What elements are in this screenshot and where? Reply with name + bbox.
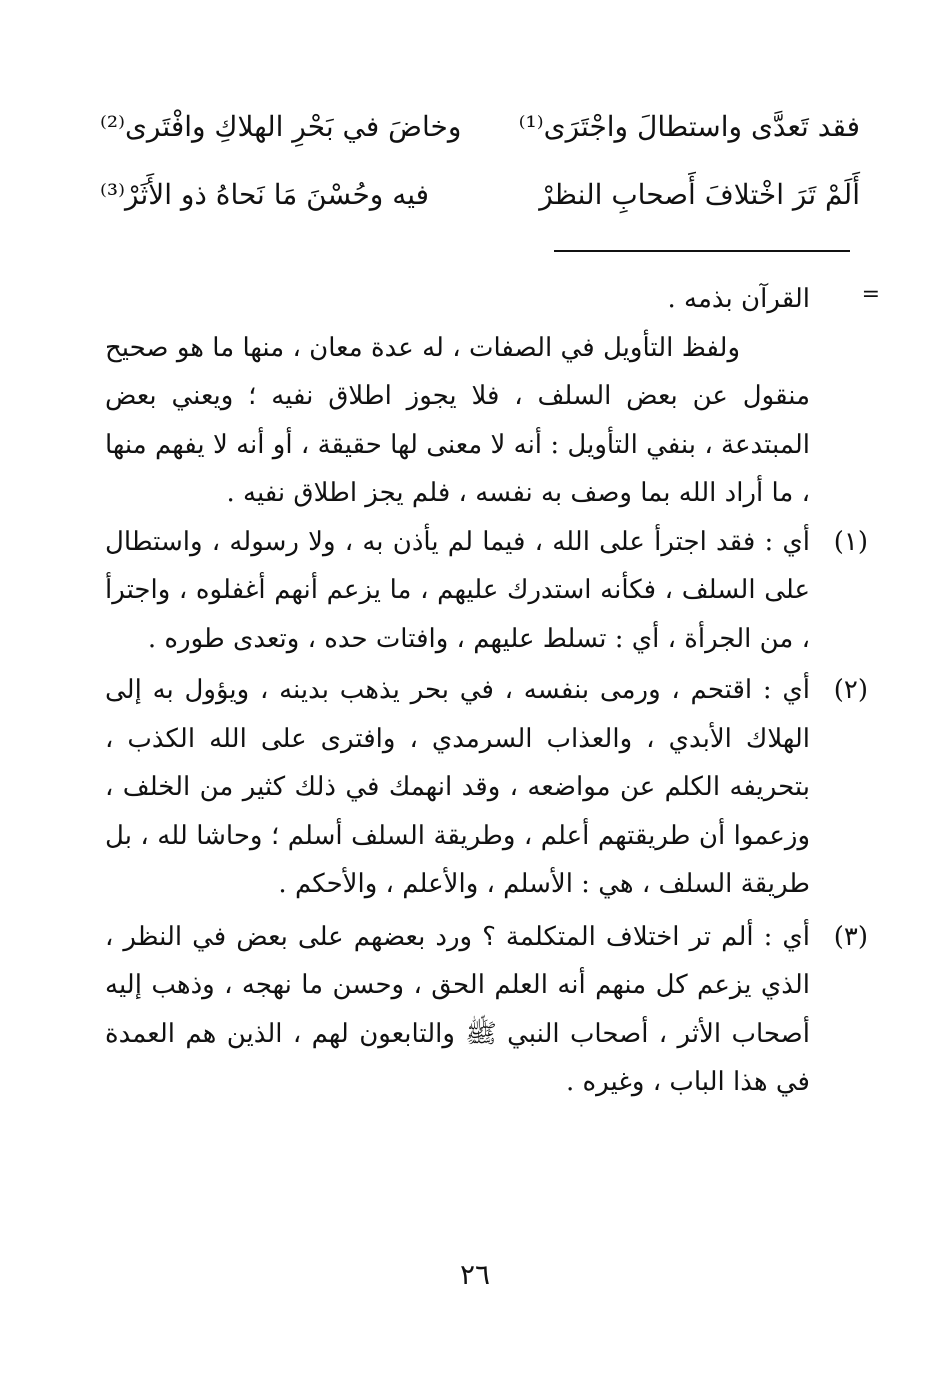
footnote-divider [554,250,850,252]
body-paragraph: ولفظ التأويل في الصفات ، له عدة معان ، منها ما هو صحيح منقول عن بعض السلف ، فلا يجوز اطلاق نفيه ؛ ويعني بعض المبتدعة ، بنفي التأويل : أنه لا معنى لها حقيقة ، أو أنه لا يفهم منها ، ما أراد الله بما وصف به نفسه ، فلم يجز اطلاق نفيه . [105,332,810,508]
footnotes-area [105,275,868,1107]
verse-hemistich-second: وخاضَ في بَحْرِ الهلاكِ وافْتَرى⁽²⁾ [100,109,462,143]
verse-hemistich-second: فيه وحُسْنَ مَا نَحاهُ ذو الأَثَرْ⁽³⁾ [100,177,430,211]
footnote [105,666,868,909]
verse-hemistich-first: أَلَمْ تَرَ اخْتلافَ أَصحابِ النظرْ [539,177,860,211]
verse-line [100,92,860,160]
verse-line [100,160,860,228]
footnote-number: (٢) [833,675,868,705]
footnote [105,913,868,1107]
verse-hemistich-first: فقد تَعدَّى واستطالَ واجْتَرَى⁽¹⁾ [518,109,860,143]
footnote [105,518,868,664]
footnote-number: (٣) [833,921,868,952]
footnote-text: أي : اقتحم ، ورمى بنفسه ، في بحر يذهب بدينه ، ويؤول به إلى الهلاك الأبدي ، والعذاب السرمدي ، وافترى على الله الكذب ، بتحريفه الكلم عن مواضعه ، وقد انهمك في ذلك كثير من الخلف ، وزعموا أن طريقتهم أعلم ، وطريقة السلف أسلم ؛ وحاشا لله ، بل طريقة السلف ، هي : الأسلم ، والأعلم ، والأحكم . [105,675,810,899]
continuation-mark: = [861,282,880,307]
page-number: ٢٦ [459,1258,491,1291]
footnote-number: (١) [833,526,868,557]
footnote-text: أي : ألم تر اختلاف المتكلمة ؟ ورد بعضهم على بعض في النظر ، الذي يزعم كل منهم أنه العلم الحق ، وحسن ما نهجه ، وذهب إليه أصحاب الأثر ، أصحاب النبي ﷺ والتابعون لهم ، الذين هم العمدة في هذا الباب ، وغيره . [105,921,811,1097]
footnote-text: أي : فقد اجترأ على الله ، فيما لم يأذن به ، ولا رسوله ، واستطال على السلف ، فكأنه استدرك عليهم ، ما يزعم أنهم أغفلوه ، واجترأ ، من الجرأة ، أي : تسلط عليهم ، وافتات حده ، وتعدى طوره . [105,526,810,654]
verse-block [100,92,860,228]
continued-text: القرآن بذمه . [667,284,810,314]
